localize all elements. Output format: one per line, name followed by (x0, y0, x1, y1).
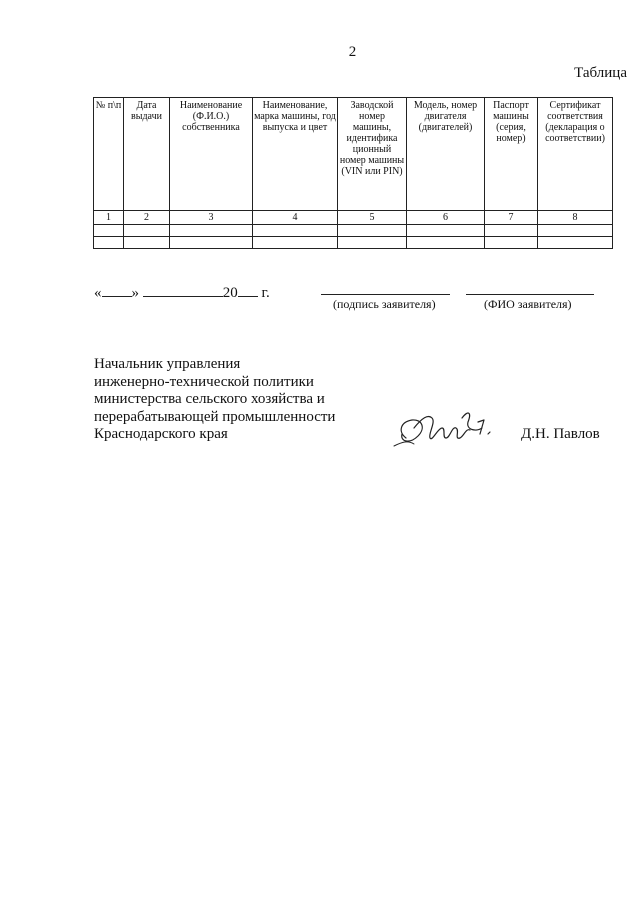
empty-cell (170, 225, 253, 237)
column-header: Паспорт машины (серия, номер) (485, 98, 538, 211)
official-title-line: перерабатывающей промышленности (94, 408, 336, 425)
column-header: Сертификат соответствия (декларация о соответствии) (538, 98, 613, 211)
empty-cell (124, 237, 170, 249)
column-header: Наименование (Ф.И.О.) собственника (170, 98, 253, 211)
date-close-quote: » (131, 285, 139, 301)
official-title-line: министерства сельского хозяйства и (94, 391, 325, 407)
column-header: Модель, номер двигателя (двигателей) (407, 98, 485, 211)
empty-cell (407, 237, 485, 249)
date-open-quote: « (94, 285, 102, 301)
table-row-empty (94, 225, 613, 237)
column-number: 1 (94, 211, 124, 225)
empty-cell (485, 225, 538, 237)
column-number-row (94, 211, 613, 225)
column-number: 2 (124, 211, 170, 225)
empty-cell (94, 237, 124, 249)
name-line (466, 294, 594, 295)
official-title (94, 356, 335, 444)
empty-cell (538, 225, 613, 237)
column-number: 8 (538, 211, 613, 225)
empty-cell (538, 237, 613, 249)
empty-cell (338, 225, 407, 237)
column-number: 3 (170, 211, 253, 225)
empty-cell (94, 225, 124, 237)
year-suffix: г. (261, 285, 270, 301)
empty-cell (170, 237, 253, 249)
year-blank (238, 282, 258, 297)
official-name: Д.Н. Павлов (521, 426, 600, 442)
page-number: 2 (348, 44, 357, 60)
column-number: 4 (253, 211, 338, 225)
official-title-line: Краснодарского края (94, 426, 228, 442)
handwritten-signature (392, 398, 502, 458)
column-header: № п\п (94, 98, 124, 211)
empty-cell (485, 237, 538, 249)
table-caption: Таблица (574, 65, 627, 81)
empty-cell (253, 237, 338, 249)
empty-cell (253, 225, 338, 237)
empty-cell (338, 237, 407, 249)
column-header: Дата выдачи (124, 98, 170, 211)
column-number: 7 (485, 211, 538, 225)
column-header: Заводской номер машины, идентифика ционный номер машины (VIN или PIN) (338, 98, 407, 211)
registration-table (93, 97, 613, 249)
signature-line (321, 294, 450, 295)
official-title-line: инженерно-технической политики (94, 373, 314, 390)
year-prefix: 20 (222, 285, 238, 301)
official-title-line: Начальник управления (94, 356, 241, 372)
column-number: 5 (338, 211, 407, 225)
column-header: Наименование, марка машины, год выпуска и цвет (253, 98, 338, 211)
signature-caption: (подпись заявителя) (333, 297, 436, 311)
name-caption: (ФИО заявителя) (484, 297, 572, 311)
table-row-empty (94, 237, 613, 249)
date-field (94, 282, 270, 302)
day-blank (102, 282, 132, 297)
month-blank (143, 282, 223, 297)
empty-cell (124, 225, 170, 237)
empty-cell (407, 225, 485, 237)
column-number: 6 (407, 211, 485, 225)
table-header-row (94, 98, 613, 211)
